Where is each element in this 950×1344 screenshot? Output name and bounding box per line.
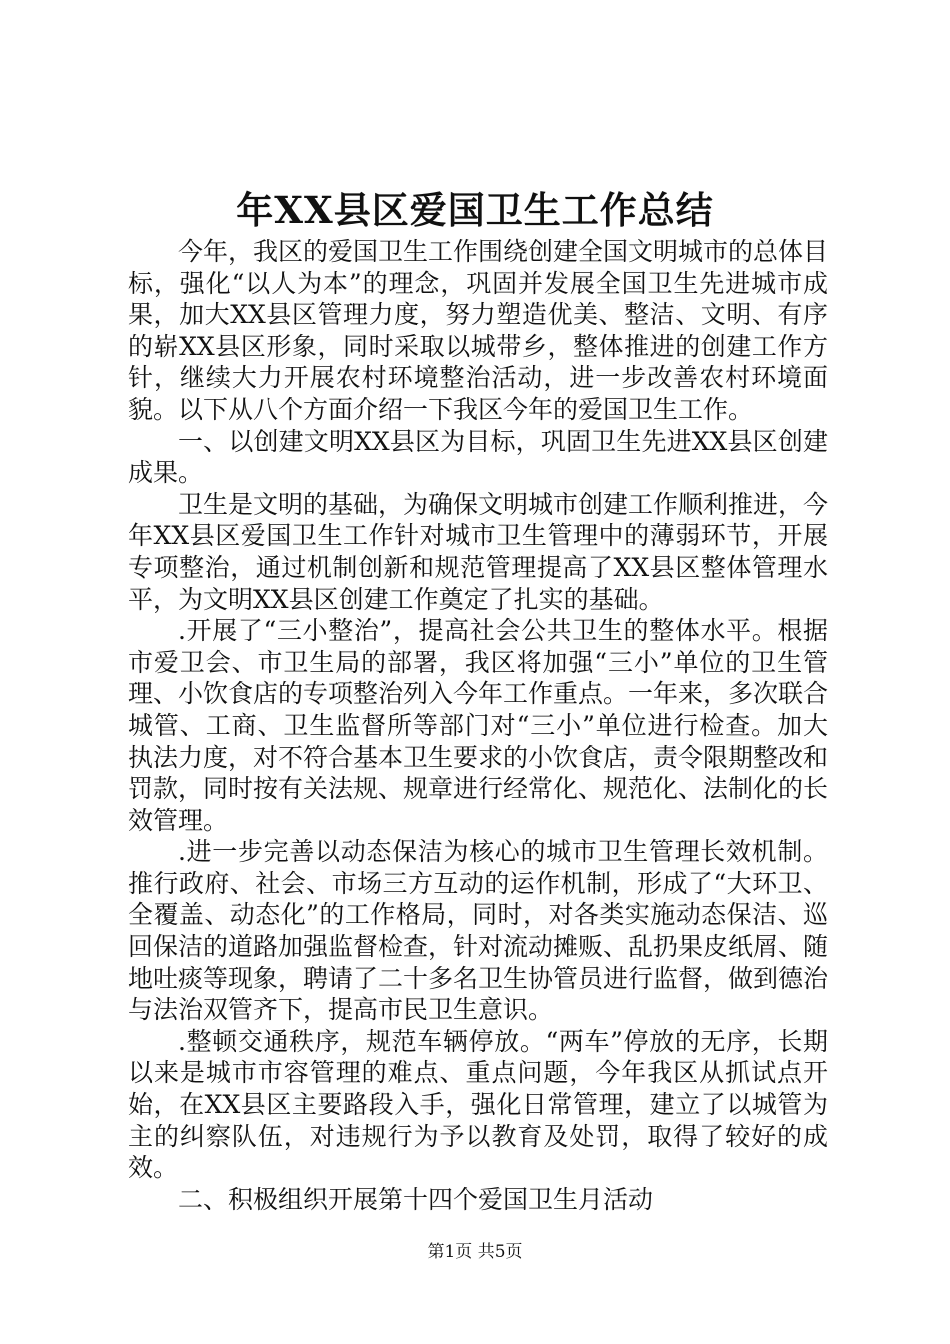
paragraph-intro: 今年，我区的爱国卫生工作围绕创建全国文明城市的总体目标，强化“以人为本”的理念，巩固并发展全国卫生先进城市成果，加大XX县区管理力度，努力塑造优美、整洁、文明、有序的崭XX县区形象，同时采取以城带乡，整体推进的创建工作方针，继续大力开展农村环境整治活动，进一步改善农村环境面貌。以下从八个方面介绍一下我区今年的爱国卫生工作。: [128, 237, 829, 424]
document-body: [128, 236, 828, 1215]
paragraph: .开展了“三小整治”，提高社会公共卫生的整体水平。根据市爱卫会、市卫生局的部署，我区将加强“三小”单位的卫生管理、小饮食店的专项整治列入今年工作重点。一年来，多次联合城管、工商、卫生监督所等部门对“三小”单位进行检查。加大执法力度，对不符合基本卫生要求的小饮食店，责令限期整改和罚款，同时按有关法规、规章进行经常化、规范化、法制化的长效管理。: [128, 616, 829, 835]
page-number-footer: 第1页 共5页: [427, 1242, 523, 1262]
section-heading-1: 一、以创建文明XX县区为目标，巩固卫生先进XX县区创建成果。: [128, 426, 828, 488]
section-heading-2: 二、积极组织开展第十四个爱国卫生月活动: [178, 1184, 654, 1214]
paragraph: .整顿交通秩序，规范车辆停放。“两车”停放的无序，长期以来是城市市容管理的难点、重点问题，今年我区从抓试点开始，在XX县区主要路段入手，强化日常管理，建立了以城管为主的纠察队伍，对违规行为予以教育及处罚，取得了较好的成效。: [128, 1026, 828, 1183]
paragraph: .进一步完善以动态保洁为核心的城市卫生管理长效机制。推行政府、社会、市场三方互动的运作机制，形成了“大环卫、全覆盖、动态化”的工作格局，同时，对各类实施动态保洁、巡回保洁的道路加强监督检查，针对流动摊贩、乱扔果皮纸屑、随地吐痰等现象，聘请了二十多名卫生协管员进行监督，做到德治与法治双管齐下，提高市民卫生意识。: [128, 837, 829, 1025]
paragraph: 卫生是文明的基础，为确保文明城市创建工作顺利推进，今年XX县区爱国卫生工作针对城市卫生管理中的薄弱环节，开展专项整治，通过机制创新和规范管理提高了XX县区整体管理水平，为文明XX县区创建工作奠定了扎实的基础。: [128, 489, 829, 614]
document-title: 年XX县区爱国卫生工作总结: [236, 188, 714, 232]
